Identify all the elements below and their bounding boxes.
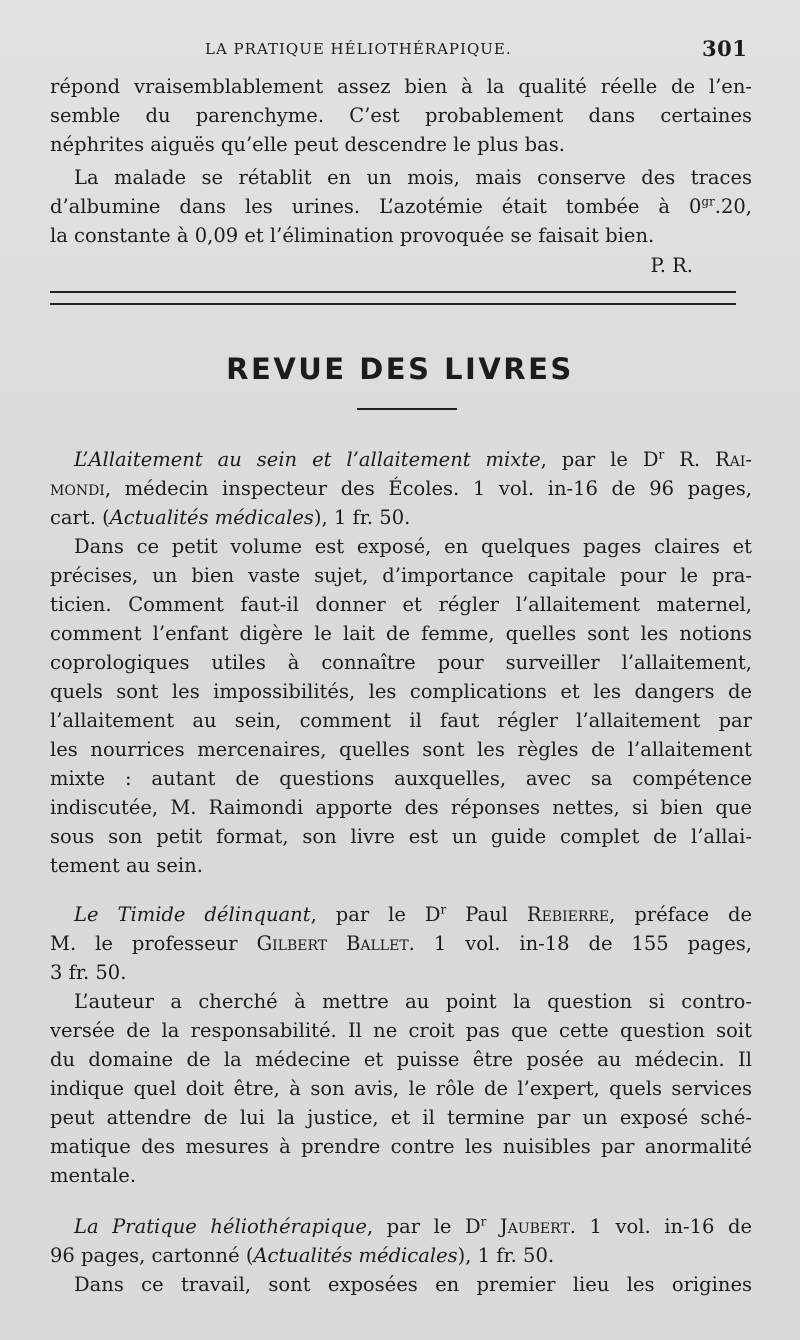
text-line: matique des mesures à prendre contre les nuisibles par anormalité <box>50 1135 752 1158</box>
double-rule-divider <box>50 291 736 305</box>
review-citation-line: 96 pages, cartonné (Actualités médicales), 1 fr. 50. <box>50 1244 555 1267</box>
review-citation-line: Le Timide délinquant, par le $D^r$ Paul Rebierre, préface de <box>74 902 752 926</box>
text-line <box>50 192 752 221</box>
text-line: sous son petit format, son livre est un guide complet de l’allai- <box>50 825 752 848</box>
text-line: quels sont les impossibilités, les complications et les dangers de <box>50 680 752 703</box>
book-title: La Pratique héliothérapique <box>74 1215 367 1238</box>
review-citation-line: mondi, médecin inspecteur des Écoles. 1 vol. in-16 de 96 pages, <box>50 477 752 500</box>
review-body <box>50 987 752 1190</box>
text-line: précises, un bien vaste sujet, d’importance capitale pour le pra- <box>50 564 752 587</box>
text-line: La malade se rétablit en un mois, mais conserve des traces <box>74 166 752 189</box>
closing-paragraph <box>50 163 752 250</box>
text-line: les nourrices mercenaires, quelles sont les règles de l’allaitement <box>50 738 752 761</box>
review-citation-line: L’Allaitement au sein et l’allaitement mixte, par le $D^r$ R. Rai- <box>74 447 752 471</box>
gram-unit: gr <box>701 194 715 209</box>
text-line: versée de la responsabilité. Il ne croit pas que cette question soit <box>50 1019 752 1042</box>
text-line: du domaine de la médecine et puisse être posée au médecin. Il <box>50 1048 752 1071</box>
azotemie-value: .20, <box>714 195 752 218</box>
text-line: indiscutée, M. Raimondi apporte des réponses nettes, si bien que <box>50 796 752 819</box>
review-entry <box>50 900 752 987</box>
text-line: semble du parenchyme. C’est probablement dans certaines <box>50 104 752 127</box>
text-line: coprologiques utiles à connaître pour surveiller l’allaitement, <box>50 651 752 674</box>
short-rule-divider <box>357 408 457 410</box>
text-line: peut attendre de lui la justice, et il termine par un exposé sché- <box>50 1106 752 1129</box>
section-title: REVUE DES LIVRES <box>226 352 574 386</box>
series-name: Actualités médicales <box>253 1244 458 1267</box>
text-line: mixte : autant de questions auxquelles, avec sa compétence <box>50 767 752 790</box>
text-line: néphrites aiguës qu’elle peut descendre le plus bas. <box>50 133 565 156</box>
review-entry <box>50 445 752 532</box>
book-title: L’Allaitement au sein et l’allaitement mixte <box>74 448 541 471</box>
continuation-paragraph <box>50 72 752 159</box>
text-line: l’allaitement au sein, comment il faut régler l’allaitement par <box>50 709 752 732</box>
review-body <box>50 532 752 880</box>
text-line: Dans ce travail, sont exposées en premier lieu les origines <box>74 1273 752 1296</box>
text-line: indique quel doit être, à son avis, le rôle de l’expert, quels services <box>50 1077 752 1100</box>
text-line: la constante à 0,09 et l’élimination provoquée se faisait bien. <box>50 224 655 247</box>
review-citation-line: 3 fr. 50. <box>50 961 127 984</box>
review-citation-line: cart. (Actualités médicales), 1 fr. 50. <box>50 506 411 529</box>
author-name: mondi <box>50 477 105 500</box>
text-fragment: d’albumine dans les urines. L’azotémie était tombée à 0 <box>50 195 702 218</box>
page-number: 301 <box>702 36 748 61</box>
text-line: L’auteur a cherché à mettre au point la question si contro- <box>74 990 752 1013</box>
text-line: ticien. Comment faut-il donner et régler l’allaitement maternel, <box>50 593 752 616</box>
review-citation-line: M. le professeur Gilbert Ballet. 1 vol. in-18 de 155 pages, <box>50 932 753 955</box>
text-line: répond vraisemblablement assez bien à la qualité réelle de l’en- <box>50 75 752 98</box>
review-citation-line: La Pratique héliothérapique, par le $D^r$ Jaubert. 1 vol. in-16 de <box>74 1214 753 1238</box>
review-entry <box>50 1212 752 1299</box>
text-line: comment l’enfant digère le lait de femme, quelles sont les notions <box>50 622 752 645</box>
preface-author: Gilbert Ballet <box>256 932 409 955</box>
author-signature: P. R. <box>650 254 693 277</box>
author-name: Jaubert <box>499 1215 570 1238</box>
author-name: Rebierre <box>526 903 610 926</box>
text-line: mentale. <box>50 1164 137 1187</box>
author-name: Rai- <box>715 448 752 471</box>
text-line: Dans ce petit volume est exposé, en quelques pages claires et <box>74 535 752 558</box>
book-title: Le Timide délinquant <box>74 903 311 926</box>
series-name: Actualités médicales <box>109 506 314 529</box>
running-head: LA PRATIQUE HÉLIOTHÉRAPIQUE. <box>205 40 512 58</box>
text-line: tement au sein. <box>50 854 203 877</box>
